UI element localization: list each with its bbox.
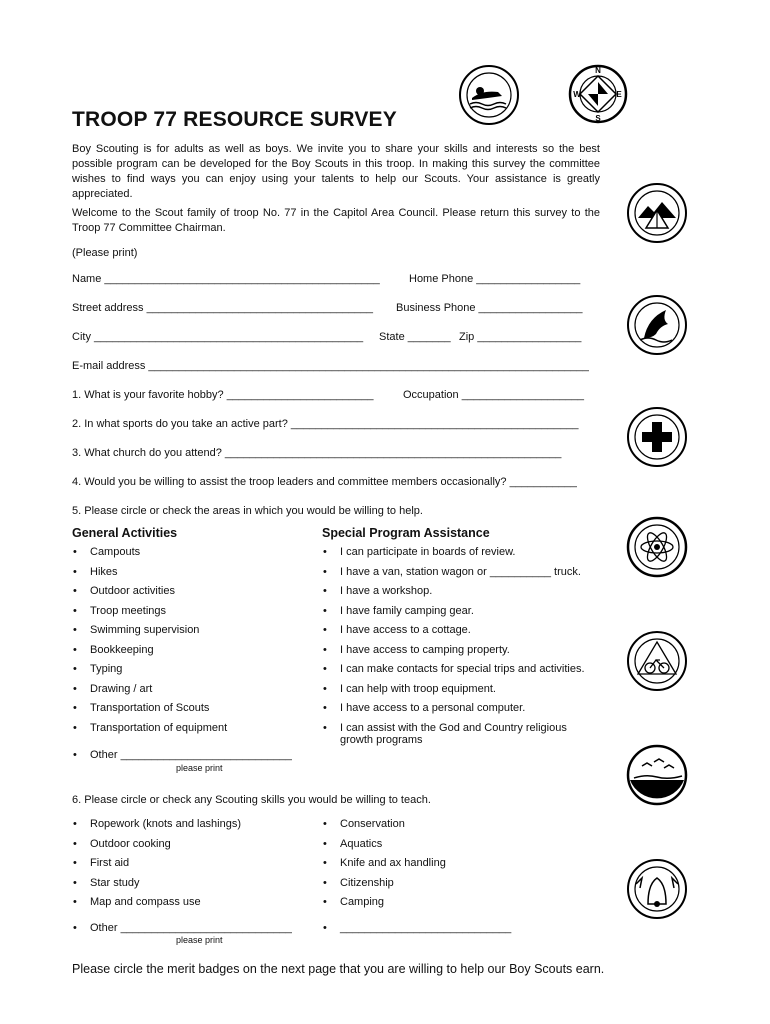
list-item[interactable]: • I can participate in boards of review. (322, 545, 602, 565)
list-item[interactable]: • Knife and ax handling (322, 856, 582, 876)
street-address-field[interactable] (72, 301, 594, 315)
list-item[interactable]: • Outdoor activities (72, 584, 312, 604)
email-field[interactable]: E-mail address ________________________________________________________________________ (72, 360, 589, 372)
list-item[interactable]: • I have family camping gear. (322, 604, 602, 624)
compass-w-letter: W (573, 90, 581, 99)
other-skills-right-list (322, 921, 582, 941)
business-phone-field[interactable]: Business Phone _________________ (396, 302, 583, 314)
zip-field[interactable]: Zip _________________ (459, 331, 582, 343)
compass-n-letter: N (595, 66, 601, 75)
list-item[interactable]: • Citizenship (322, 876, 582, 896)
list-item[interactable]: • First aid (72, 856, 312, 876)
cycling-badge-icon (626, 630, 688, 692)
name-label: Name _____________________________________________ (72, 273, 380, 285)
list-item[interactable]: • I have access to a cottage. (322, 623, 602, 643)
compass-e-letter: E (616, 90, 622, 99)
list-item[interactable]: • I have a workshop. (322, 584, 602, 604)
street-label: Street address _____________________________________ (72, 302, 373, 314)
list-item[interactable]: • Camping (322, 895, 582, 915)
question-4[interactable]: 4. Would you be willing to assist the troop leaders and committee members occasionally? ___________ (72, 476, 577, 488)
camping-badge-icon (626, 182, 688, 244)
compass-s-letter: S (595, 114, 601, 123)
list-item[interactable]: • I have access to camping property. (322, 643, 602, 663)
special-program-list (322, 545, 602, 740)
list-item[interactable]: • Aquatics (322, 837, 582, 857)
list-item[interactable]: • Outdoor cooking (72, 837, 312, 857)
general-activities-heading: General Activities (72, 526, 178, 540)
intro-paragraph: Boy Scouting is for adults as well as boys. We invite you to share your skills and interests so the best possible program can be developed for the Boy Scouts in this troop. In making this survey the committee wishes to find ways you can enjoy using your talents to help our Scouts. Your assistance is greatly appreciated. (72, 143, 600, 200)
welcome-paragraph: Welcome to the Scout family of troop No. 77 in the Capitol Area Council. Please return this survey to the Troop 77 Committee Chairman. (72, 207, 600, 234)
list-item[interactable]: • Swimming supervision (72, 623, 312, 643)
compass-badge-icon (565, 64, 631, 124)
state-field[interactable]: State _______ (379, 331, 451, 343)
list-item[interactable]: • Campouts (72, 545, 312, 565)
page-title: TROOP 77 RESOURCE SURVEY (72, 108, 397, 131)
list-item[interactable]: • Map and compass use (72, 895, 312, 915)
citizenship-badge-icon (626, 858, 688, 920)
fishing-badge-icon (626, 294, 688, 356)
list-item[interactable]: • Transportation of equipment (72, 721, 312, 741)
please-print-hint: please print (176, 763, 223, 773)
list-item[interactable]: • I can help with troop equipment. (322, 682, 602, 702)
question-2[interactable]: 2. In what sports do you take an active part? _______________________________________________ (72, 418, 579, 430)
please-print-note: (Please print) (72, 247, 138, 259)
list-item[interactable]: • Star study (72, 876, 312, 896)
please-print-hint-2: please print (176, 935, 223, 945)
occupation-field[interactable]: Occupation ____________________ (403, 389, 585, 401)
skills-left-list (72, 817, 312, 915)
footer-note: Please circle the merit badges on the next page that you are willing to help our Boy Scouts earn. (72, 962, 605, 976)
question-6: 6. Please circle or check any Scouting skills you would be willing to teach. (72, 794, 431, 806)
question-3[interactable]: 3. What church do you attend? _______________________________________________________ (72, 447, 562, 459)
list-item[interactable]: • Transportation of Scouts (72, 701, 312, 721)
list-item[interactable]: • Bookkeeping (72, 643, 312, 663)
hobby-question: 1. What is your favorite hobby? ________________________ (72, 389, 374, 401)
list-item[interactable]: • Troop meetings (72, 604, 312, 624)
city-field[interactable] (72, 330, 594, 344)
list-item[interactable]: • Conservation (322, 817, 582, 837)
first-aid-badge-icon (626, 406, 688, 468)
home-phone-field[interactable]: Home Phone _________________ (409, 273, 581, 285)
list-item[interactable]: • Ropework (knots and lashings) (72, 817, 312, 837)
list-item[interactable]: • Drawing / art (72, 682, 312, 702)
list-item[interactable]: • I can make contacts for special trips and activities. (322, 662, 602, 682)
other-general-field[interactable]: • Other ____________________________ (72, 748, 332, 768)
swimming-badge-icon (458, 64, 520, 126)
atomic-energy-badge-icon (626, 516, 688, 578)
general-activities-list (72, 545, 312, 740)
name-field[interactable] (72, 272, 594, 286)
other-skills-field[interactable]: • Other ____________________________ (72, 921, 332, 941)
list-item[interactable]: • Typing (72, 662, 312, 682)
list-item[interactable]: • I have access to a personal computer. (322, 701, 602, 721)
question-1[interactable] (72, 388, 594, 402)
bird-study-badge-icon (626, 744, 688, 806)
question-5: 5. Please circle or check the areas in which you would be willing to help. (72, 505, 423, 517)
list-item[interactable]: • Hikes (72, 565, 312, 585)
special-item-continuation: growth programs (340, 734, 423, 746)
skills-right-list (322, 817, 582, 915)
list-item[interactable]: • I can assist with the God and Country religious (322, 721, 602, 741)
other-skills-right-field[interactable]: • ____________________________ (322, 921, 582, 941)
city-label: City ____________________________________________ (72, 331, 364, 343)
special-program-heading: Special Program Assistance (322, 526, 490, 540)
list-item[interactable]: • I have a van, station wagon or __________ truck. (322, 565, 602, 585)
